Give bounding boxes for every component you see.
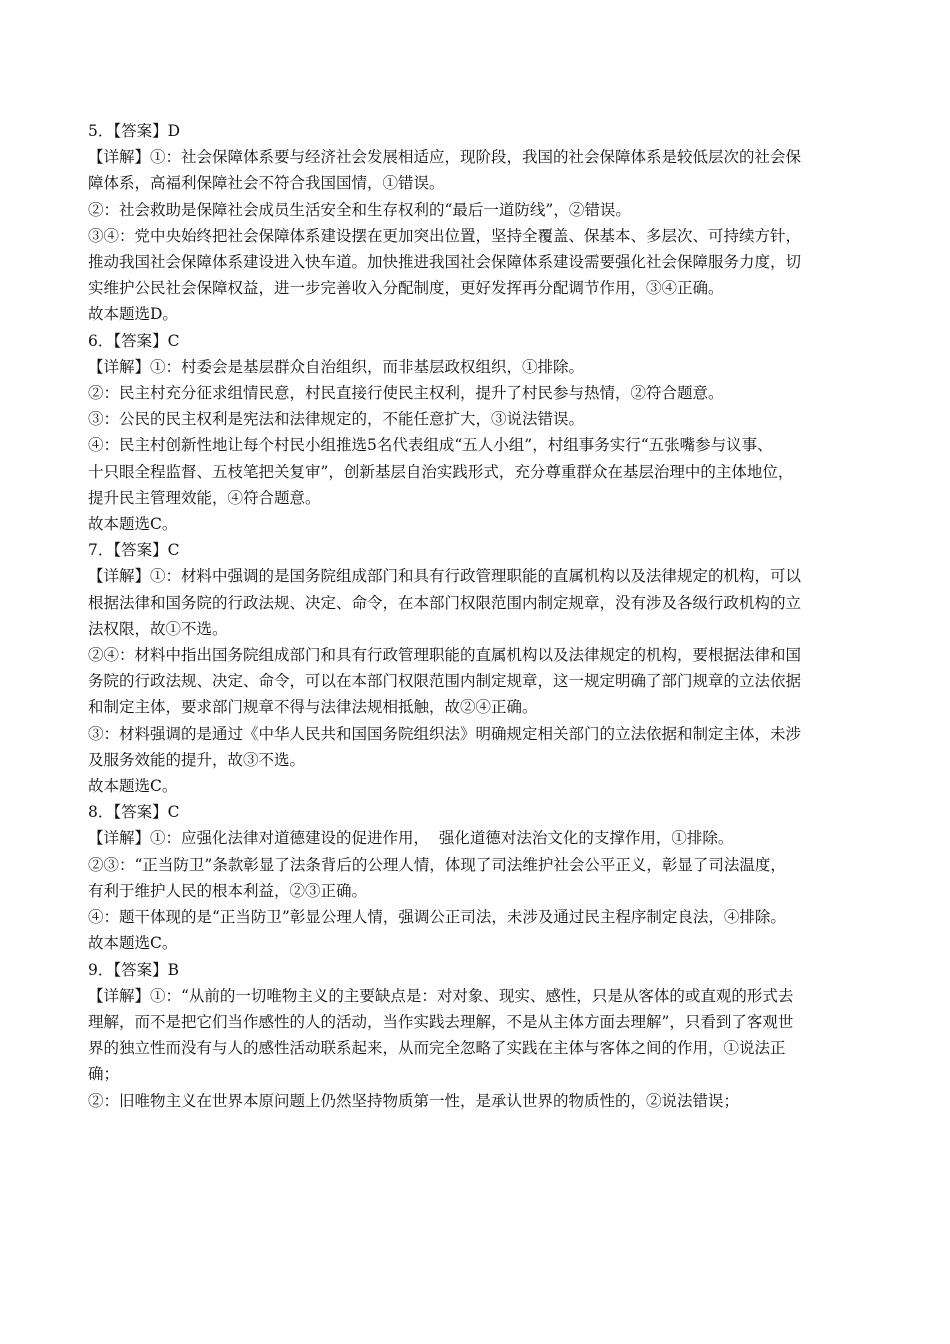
q5-detail-line: 障体系，高福利保障社会不符合我国国情，①错误。 xyxy=(88,174,445,193)
q5-detail-line: ②：社会救助是保障社会成员生活安全和生存权利的“最后一道防线”，②错误。 xyxy=(88,200,631,219)
q5-answer: 5．【答案】D xyxy=(88,122,181,140)
q9-detail-line: 确； xyxy=(88,1065,120,1084)
q5-detail-line: ③④：党中央始终把社会保障体系建设摆在更加突出位置，坚持全覆盖、保基本、多层次、可持续方针， xyxy=(88,226,802,245)
answer-explanations xyxy=(88,118,864,1114)
q8-detail-line: 有利于维护人民的根本利益，②③正确。 xyxy=(88,881,368,900)
q7-detail-line: 及服务效能的提升，故③不选。 xyxy=(88,750,306,769)
q8-detail-line: ④：题干体现的是“正当防卫”彰显公理人情，强调公正司法，未涉及通过民主程序制定良法，④排除。 xyxy=(88,908,786,927)
q7-detail-line: 和制定主体，要求部门规章不得与法律法规相抵触，故②④正确。 xyxy=(88,698,538,717)
q7-conclusion: 故本题选C。 xyxy=(88,777,178,796)
q8-answer: 8．【答案】C xyxy=(88,803,180,822)
q6-detail-line: ④：民主村创新性地让每个村民小组推选5名代表组成“五人小组”，村组事务实行“五张嘴参与议事、 xyxy=(88,436,773,455)
q8-detail-line: ②③：“正当防卫”条款彰显了法条背后的公理人情，体现了司法维护社会公平正义，彰显了司法温度， xyxy=(88,855,786,874)
q9-detail-line: 【详解】①：“从前的一切唯物主义的主要缺点是：对对象、现实、感性，只是从客体的或直观的形式去 xyxy=(88,986,794,1005)
q6-answer: 6．【答案】C xyxy=(88,331,180,350)
q8-conclusion: 故本题选C。 xyxy=(88,934,178,953)
q6-detail-line: 【详解】①：村委会是基层群众自治组织，而非基层政权组织，①排除。 xyxy=(88,357,585,376)
q6-detail-line: 十只眼全程监督、五枝笔把关复审”，创新基层自治实践形式，充分尊重群众在基层治理中的主体地位， xyxy=(88,462,794,481)
q6-detail-line: ③：公民的民主权利是宪法和法律规定的，不能任意扩大，③说法错误。 xyxy=(88,410,585,429)
q7-detail-line: 【详解】①：材料中强调的是国务院组成部门和具有行政管理职能的直属机构以及法律规定的机构，可以 xyxy=(88,567,802,586)
q5-detail-line: 实维护公民社会保障权益，进一步完善收入分配制度，更好发挥再分配调节作用，③④正确。 xyxy=(88,279,724,298)
q7-detail-line: 根据法律和国务院的行政法规、决定、命令，在本部门权限范围内制定规章，没有涉及各级行政机构的立 xyxy=(88,593,802,612)
q5-conclusion: 故本题选D。 xyxy=(88,305,178,324)
q9-detail-line: ②：旧唯物主义在世界本原问题上仍然坚持物质第一性，是承认世界的物质性的，②说法错误； xyxy=(88,1091,740,1110)
q7-detail-line: 法权限，故①不选。 xyxy=(88,619,228,638)
q5-detail-line: 推动我国社会保障体系建设进入快车道。加快推进我国社会保障体系建设需要强化社会保障服务力度，切 xyxy=(88,253,802,272)
q7-detail-line: ③：材料强调的是通过《中华人民共和国国务院组织法》明确规定相关部门的立法依据和制定主体，未涉 xyxy=(88,724,802,743)
q9-detail-line: 界的独立性而没有与人的感性活动联系起来，从而完全忽略了实践在主体与客体之间的作用，①说法正 xyxy=(88,1039,786,1058)
q6-conclusion: 故本题选C。 xyxy=(88,515,178,534)
q7-answer: 7．【答案】C xyxy=(88,541,180,560)
q8-detail-line: 【详解】①：应强化法律对道德建设的促进作用， 强化道德对法治文化的支撑作用，①排除。 xyxy=(88,829,734,848)
q9-answer: 9．【答案】B xyxy=(88,960,180,979)
q6-detail-line: ②：民主村充分征求组情民意，村民直接行使民主权利，提升了村民参与热情，②符合题意。 xyxy=(88,384,724,403)
q7-detail-line: 务院的行政法规、决定、命令，可以在本部门权限范围内制定规章，这一规定明确了部门规章的立法依据 xyxy=(88,672,802,691)
q5-detail-line: 【详解】①：社会保障体系要与经济社会发展相适应，现阶段，我国的社会保障体系是较低层次的社会保 xyxy=(88,148,802,167)
q6-detail-line: 提升民主管理效能，④符合题意。 xyxy=(88,488,321,507)
q7-detail-line: ②④：材料中指出国务院组成部门和具有行政管理职能的直属机构以及法律规定的机构，要根据法律和国 xyxy=(88,646,802,665)
q9-detail-line: 理解，而不是把它们当作感性的人的活动，当作实践去理解，不是从主体方面去理解”，只看到了客观世 xyxy=(88,1012,794,1031)
